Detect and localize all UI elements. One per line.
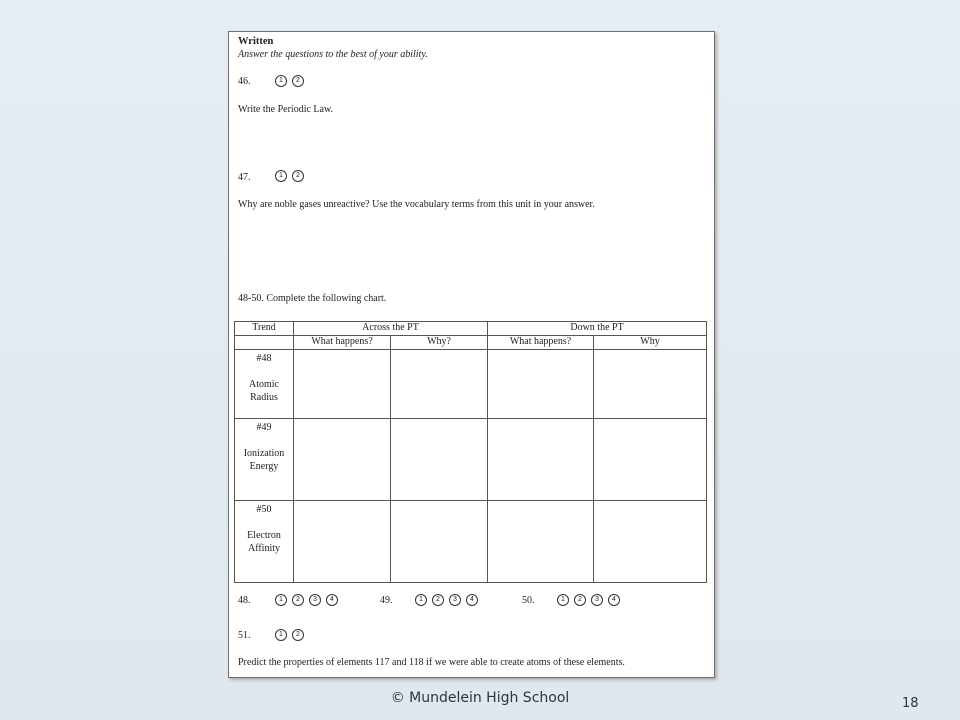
answer-cell[interactable] xyxy=(488,419,594,501)
row-number: #49 xyxy=(256,422,272,433)
question-number-47: 47. xyxy=(238,172,251,183)
point-circle: 2 xyxy=(292,594,304,606)
point-circle: 1 xyxy=(275,170,287,182)
trend-cell xyxy=(235,350,294,419)
trend-chart xyxy=(234,321,707,583)
answer-cell[interactable] xyxy=(594,501,707,583)
point-circle: 1 xyxy=(275,594,287,606)
question-47-text: Why are noble gases unreactive? Use the vocabulary terms from this unit in your answer. xyxy=(238,199,595,210)
question-46-text: Write the Periodic Law. xyxy=(238,104,334,115)
down-header: Down the PT xyxy=(488,322,707,336)
question-number-51: 51. xyxy=(238,630,251,641)
row-label-line2: Affinity xyxy=(247,543,281,554)
question-number-46: 46. xyxy=(238,76,251,87)
score-number-48: 48. xyxy=(238,595,251,606)
points-46 xyxy=(275,75,304,87)
across-header: Across the PT xyxy=(294,322,488,336)
point-circle: 4 xyxy=(466,594,478,606)
points-48 xyxy=(275,594,338,606)
sub-header: What happens? xyxy=(294,336,391,350)
point-circle: 4 xyxy=(326,594,338,606)
page-number: 18 xyxy=(902,696,919,711)
answer-cell[interactable] xyxy=(391,501,488,583)
answer-cell[interactable] xyxy=(488,350,594,419)
point-circle: 2 xyxy=(292,170,304,182)
chart-instructions: 48-50. Complete the following chart. xyxy=(238,293,387,304)
answer-cell[interactable] xyxy=(488,501,594,583)
point-circle: 4 xyxy=(608,594,620,606)
row-number: #50 xyxy=(256,504,272,515)
row-label-line1: Atomic xyxy=(249,379,279,390)
row-label-line1: Ionization xyxy=(243,448,285,459)
point-circle: 3 xyxy=(309,594,321,606)
trend-header: Trend xyxy=(235,322,294,336)
answer-cell[interactable] xyxy=(294,350,391,419)
point-circle: 1 xyxy=(275,75,287,87)
answer-cell[interactable] xyxy=(391,350,488,419)
row-label-line2: Energy xyxy=(249,461,279,472)
blank-header-cell xyxy=(235,336,294,350)
section-title: Written xyxy=(238,36,274,47)
row-number: #48 xyxy=(256,353,272,364)
sub-header: What happens? xyxy=(488,336,594,350)
answer-cell[interactable] xyxy=(594,419,707,501)
answer-cell[interactable] xyxy=(294,501,391,583)
point-circle: 2 xyxy=(292,629,304,641)
answer-cell[interactable] xyxy=(594,350,707,419)
sub-header: Why? xyxy=(391,336,488,350)
point-circle: 2 xyxy=(292,75,304,87)
point-circle: 2 xyxy=(432,594,444,606)
question-51-text: Predict the properties of elements 117 and 118 if we were able to create atoms of these elements. xyxy=(238,657,625,668)
trend-cell xyxy=(235,501,294,583)
table-row xyxy=(235,501,707,583)
point-circle: 1 xyxy=(557,594,569,606)
table-row xyxy=(235,350,707,419)
point-circle: 1 xyxy=(415,594,427,606)
point-circle: 2 xyxy=(574,594,586,606)
trend-cell xyxy=(235,419,294,501)
answer-cell[interactable] xyxy=(294,419,391,501)
row-label-line2: Radius xyxy=(250,392,278,403)
point-circle: 1 xyxy=(275,629,287,641)
points-49 xyxy=(415,594,478,606)
copyright-footer: © Mundelein High School xyxy=(390,690,570,706)
points-51 xyxy=(275,629,304,641)
point-circle: 3 xyxy=(449,594,461,606)
points-47 xyxy=(275,170,304,182)
worksheet-page xyxy=(228,31,715,678)
table-row xyxy=(235,419,707,501)
score-number-49: 49. xyxy=(380,595,393,606)
answer-cell[interactable] xyxy=(391,419,488,501)
instructions: Answer the questions to the best of your ability. xyxy=(238,49,428,60)
points-50 xyxy=(557,594,620,606)
score-number-50: 50. xyxy=(522,595,535,606)
sub-header: Why xyxy=(594,336,707,350)
point-circle: 3 xyxy=(591,594,603,606)
row-label-line1: Electron xyxy=(247,530,281,541)
